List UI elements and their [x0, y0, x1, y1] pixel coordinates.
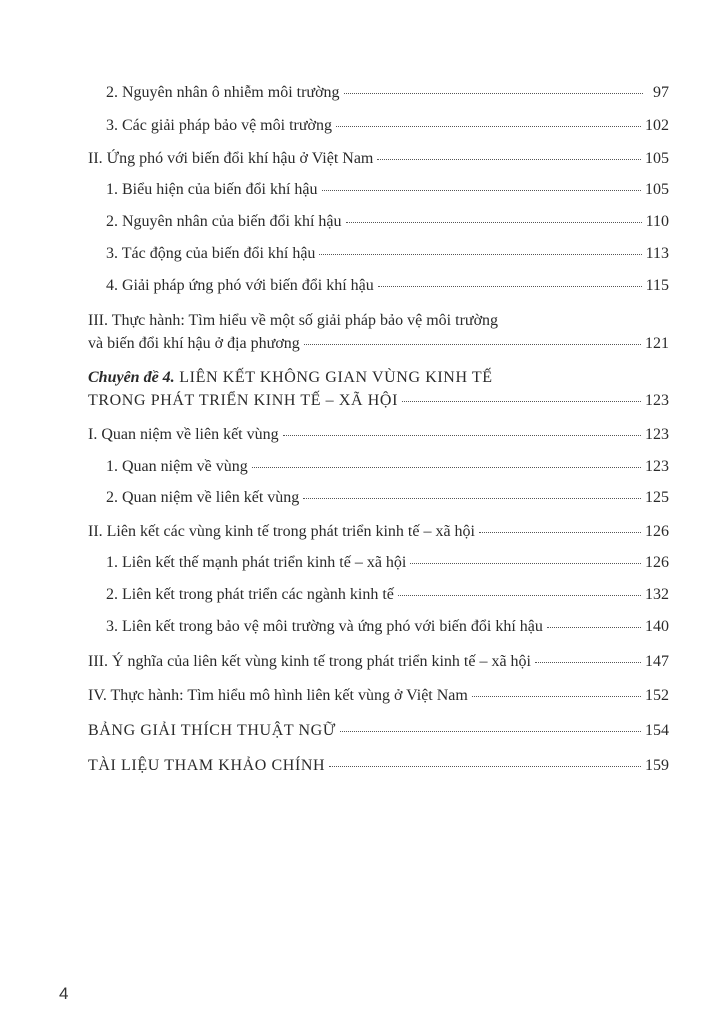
- page-number: 4: [59, 984, 69, 1003]
- dot-leader: [336, 116, 641, 130]
- toc-entry: [88, 756, 669, 776]
- toc-entry: [106, 488, 669, 508]
- toc-entry: [106, 212, 669, 232]
- dot-leader: [402, 391, 641, 405]
- toc-entry-title: II. Ứng phó với biến đổi khí hậu ở Việt Nam: [88, 150, 374, 167]
- toc-entry-page: 123: [645, 426, 669, 443]
- toc-entry-page: 159: [645, 757, 669, 774]
- toc-entry-title: 3. Liên kết trong bảo vệ môi trường và ứng phó với biến đổi khí hậu: [106, 618, 543, 635]
- toc-entry-title: TÀI LIỆU THAM KHẢO CHÍNH: [88, 757, 326, 774]
- toc-entry-page: 123: [645, 458, 669, 475]
- toc-entry-page: 102: [645, 117, 669, 134]
- dot-leader: [319, 244, 641, 258]
- dot-leader: [252, 457, 641, 471]
- toc-entry-page: 132: [645, 586, 669, 603]
- toc-entry-page: 105: [645, 150, 669, 167]
- toc-entry-title: 4. Giải pháp ứng phó với biến đổi khí hậu: [106, 277, 374, 294]
- toc-entry-page: 126: [645, 523, 669, 540]
- toc-entry: [88, 425, 669, 445]
- toc-entry-page: 110: [645, 213, 669, 230]
- toc-entry-page: 115: [645, 277, 669, 294]
- toc-entry-page: 113: [645, 245, 669, 262]
- toc-entry: [106, 180, 669, 200]
- toc-entry-page: 123: [645, 392, 669, 409]
- chapter-title-line2: TRONG PHÁT TRIỂN KINH TẾ – XÃ HỘI: [88, 392, 399, 409]
- toc-entry: [88, 391, 669, 411]
- toc-entry-page: 140: [645, 618, 669, 635]
- dot-leader: [377, 149, 641, 163]
- toc-entry: [106, 585, 669, 605]
- toc-entry-title: 2. Nguyên nhân của biến đổi khí hậu: [106, 213, 342, 230]
- toc-entry: [106, 457, 669, 477]
- toc-entry: [88, 686, 669, 706]
- chapter-label: Chuyên đề 4.: [88, 369, 175, 386]
- toc-entry-title: IV. Thực hành: Tìm hiểu mô hình liên kết vùng ở Việt Nam: [88, 687, 468, 704]
- chapter-title: LIÊN KẾT KHÔNG GIAN VÙNG KINH TẾ: [174, 369, 493, 386]
- toc-entry-title: 1. Liên kết thế mạnh phát triển kinh tế – xã hội: [106, 554, 407, 571]
- toc-entry-title: 2. Nguyên nhân ô nhiễm môi trường: [106, 84, 340, 101]
- toc-entry-page: 126: [645, 554, 669, 571]
- toc-entry: [88, 334, 669, 354]
- toc-entry: [106, 617, 669, 637]
- toc-entry-page: 121: [645, 335, 669, 352]
- dot-leader: [346, 212, 642, 226]
- toc-entry: [88, 149, 669, 169]
- toc-entry-title: 2. Liên kết trong phát triển các ngành kinh tế: [106, 586, 394, 603]
- toc-entry-title-line2: và biến đổi khí hậu ở địa phương: [88, 335, 300, 352]
- toc-entry-title: I. Quan niệm về liên kết vùng: [88, 426, 279, 443]
- dot-leader: [344, 83, 643, 97]
- toc-entry-title: 3. Các giải pháp bảo vệ môi trường: [106, 117, 332, 134]
- toc-entry-page: 97: [653, 84, 669, 101]
- toc-entry: [106, 276, 669, 296]
- dot-leader: [378, 276, 642, 290]
- dot-leader: [398, 585, 641, 599]
- dot-leader: [340, 721, 641, 735]
- toc-entry: [106, 83, 669, 103]
- dot-leader: [535, 652, 641, 666]
- toc-entry-page: 152: [645, 687, 669, 704]
- dot-leader: [283, 425, 641, 439]
- toc-entry-title: 2. Quan niệm về liên kết vùng: [106, 489, 300, 506]
- toc-entry-page: 125: [645, 489, 669, 506]
- toc-entry-title: 1. Quan niệm về vùng: [106, 458, 248, 475]
- toc-entry-title: II. Liên kết các vùng kinh tế trong phát triển kinh tế – xã hội: [88, 523, 475, 540]
- dot-leader: [329, 756, 641, 770]
- toc-entry: [106, 116, 669, 136]
- toc-entry-page: 105: [645, 181, 669, 198]
- toc-entry-title-line1: III. Thực hành: Tìm hiểu về một số giải pháp bảo vệ môi trường: [88, 312, 499, 329]
- toc-entry: [88, 522, 669, 542]
- toc-entry: [106, 244, 669, 264]
- toc-entry: [88, 652, 669, 672]
- dot-leader: [410, 553, 641, 567]
- toc-entry-title: III. Ý nghĩa của liên kết vùng kinh tế trong phát triển kinh tế – xã hội: [88, 653, 531, 670]
- toc-entry-title: BẢNG GIẢI THÍCH THUẬT NGỮ: [88, 722, 336, 739]
- toc-entry-title: 1. Biểu hiện của biến đổi khí hậu: [106, 181, 318, 198]
- dot-leader: [304, 334, 641, 348]
- toc-entry-title: 3. Tác động của biến đổi khí hậu: [106, 245, 316, 262]
- dot-leader: [472, 686, 641, 700]
- toc-entry-page: 147: [645, 653, 669, 670]
- toc-entry: [106, 553, 669, 573]
- toc-entry-page: 154: [645, 722, 669, 739]
- dot-leader: [322, 180, 641, 194]
- dot-leader: [479, 522, 641, 536]
- toc-entry: [88, 721, 669, 741]
- chapter-heading-line1: [88, 368, 493, 388]
- dot-leader: [303, 488, 641, 502]
- dot-leader: [547, 617, 641, 631]
